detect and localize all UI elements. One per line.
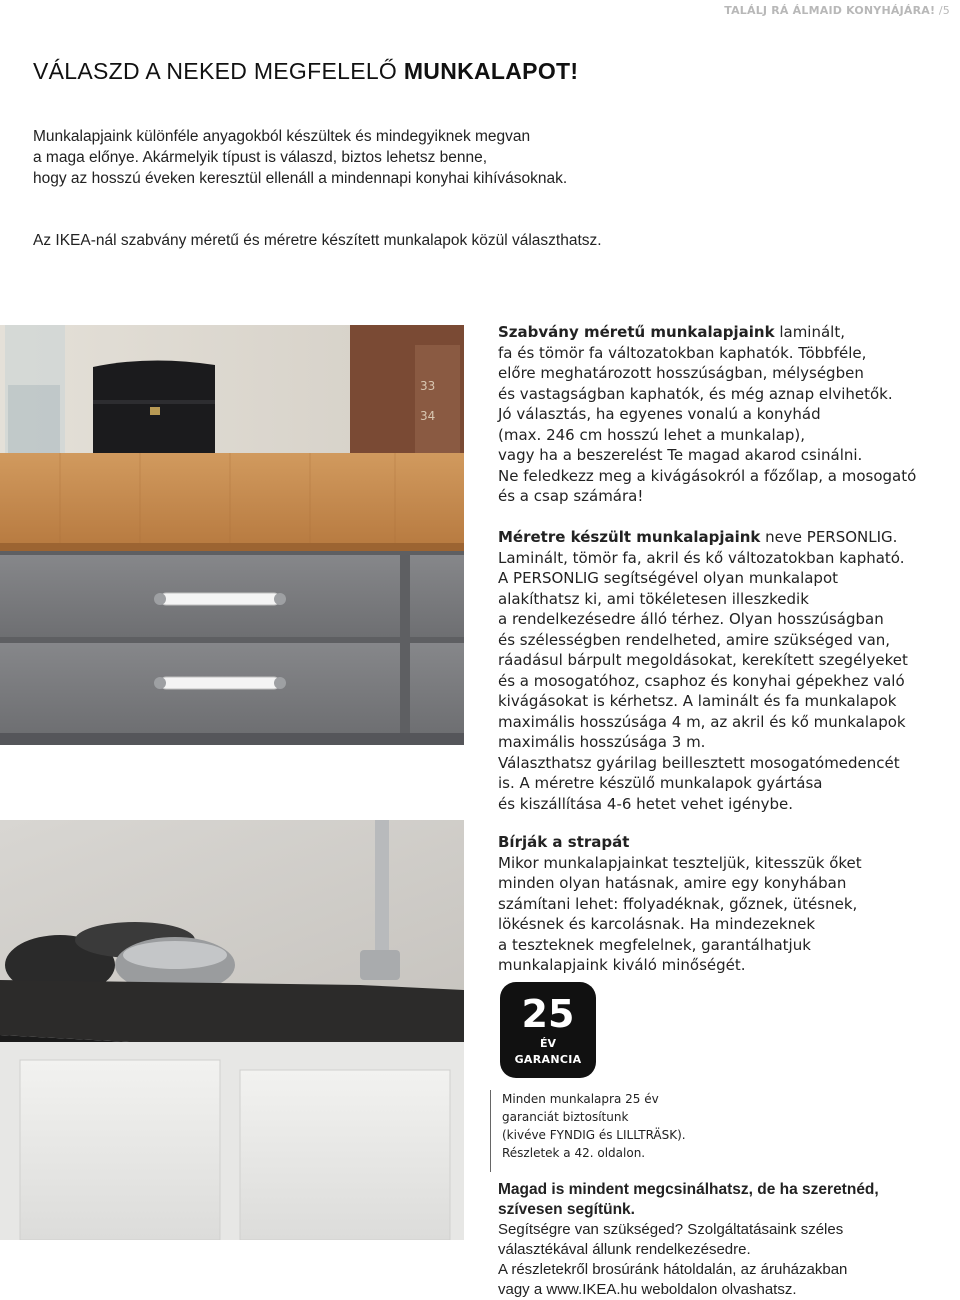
custom-line bbox=[498, 527, 943, 548]
custom-line: maximális hosszúsága 4 m, az akril és kő munkalapok bbox=[498, 712, 906, 731]
warranty-years: 25 bbox=[521, 992, 575, 1036]
help-section bbox=[498, 1180, 948, 1300]
custom-line: és kiszállítása 4-6 hetet vehet igénybe. bbox=[498, 794, 793, 813]
custom-line: A PERSONLIG segítségével olyan munkalapot bbox=[498, 569, 839, 587]
durability-heading-text: Bírják a strapát bbox=[498, 833, 630, 851]
custom-line: és szélességben rendelheted, amire szükséged van, bbox=[498, 630, 891, 649]
standard-line bbox=[498, 322, 943, 343]
custom-line: Választhatsz gyárilag beillesztett mosogatómedencét bbox=[498, 753, 900, 772]
intro-paragraph bbox=[33, 126, 653, 189]
custom-worktops-section bbox=[498, 527, 943, 814]
warranty-unit: ÉV bbox=[539, 1037, 557, 1050]
photo-wood-countertop-gray-drawers bbox=[0, 325, 464, 745]
standard-line: és vastagságban kaphatók, és még aznap elvihetők. bbox=[498, 384, 893, 403]
durability-line: minden olyan hatásnak, amire egy konyhában bbox=[498, 874, 847, 892]
intro-line: hogy az hosszú éveken keresztül ellenáll a mindennapi konyhai kihívásoknak. bbox=[33, 170, 568, 187]
warranty-label: GARANCIA bbox=[514, 1053, 582, 1066]
header-tagline: TALÁLJ RÁ ÁLMAID KONYHÁJÁRA! bbox=[724, 4, 936, 17]
page-number: /5 bbox=[935, 4, 950, 17]
warranty-note-line: Részletek a 42. oldalon. bbox=[502, 1146, 646, 1160]
durability-heading bbox=[498, 832, 943, 853]
photo-dark-countertop-illustration bbox=[0, 820, 464, 1240]
svg-text:34: 34 bbox=[420, 409, 436, 423]
custom-line: ráadásul bárpult megoldásokat, kerekített szegélyeket bbox=[498, 651, 908, 669]
intro-line: Munkalapjaink különféle anyagokból készültek és mindegyiknek megvan bbox=[33, 128, 531, 145]
warranty-badge bbox=[500, 982, 596, 1078]
durability-line: a teszteknek megfelelnek, garantálhatjuk bbox=[498, 935, 811, 954]
standard-line: Jó választás, ha egyenes vonalú a konyhád bbox=[498, 405, 821, 423]
help-heading-line: szívesen segítünk. bbox=[498, 1201, 635, 1218]
help-line: A részletekről brosúránk hátoldalán, az áruházakban bbox=[498, 1261, 848, 1278]
custom-line-text: neve PERSONLIG. bbox=[760, 528, 898, 546]
durability-line: lökésnek és karcolásnak. Ha mindezeknek bbox=[498, 915, 815, 933]
standard-line-text: laminált, bbox=[774, 323, 845, 341]
custom-line: a rendelkezésedre álló térhez. Olyan hosszúságban bbox=[498, 610, 884, 628]
custom-line: maximális hosszúsága 3 m. bbox=[498, 733, 706, 751]
standard-line: Ne feledkezz meg a kivágásokról a főzőlap, a mosogató bbox=[498, 466, 917, 485]
durability-line: Mikor munkalapjainkat teszteljük, kitesszük őket bbox=[498, 853, 862, 872]
intro-second-paragraph: Az IKEA-nál szabvány méretű és méretre készített munkalapok közül választhatsz. bbox=[33, 232, 602, 249]
photo-dark-countertop-white-cabinets bbox=[0, 820, 464, 1240]
standard-line: előre meghatározott hosszúságban, mélységben bbox=[498, 364, 864, 382]
custom-line: is. A méretre készülő munkalapok gyártása bbox=[498, 774, 823, 792]
help-line: Segítségre van szükséged? Szolgáltatásaink széles bbox=[498, 1221, 844, 1238]
custom-line: és a mosogatóhoz, csaphoz és konyhai gépekhez való bbox=[498, 671, 905, 690]
standard-line: és a csap számára! bbox=[498, 487, 644, 505]
photo-wood-countertop-illustration bbox=[0, 325, 464, 745]
custom-line: kivágásokat is kérhetsz. A laminált és fa munkalapok bbox=[498, 692, 897, 710]
standard-lead: Szabvány méretű munkalapjaink bbox=[498, 323, 775, 341]
standard-line: (max. 246 cm hosszú lehet a munkalap), bbox=[498, 425, 806, 444]
standard-worktops-section bbox=[498, 322, 943, 507]
durability-line: számítani lehet: ffolyadéknak, gőznek, ütésnek, bbox=[498, 894, 858, 913]
help-line: vagy a www.IKEA.hu weboldalon olvashatsz. bbox=[498, 1281, 797, 1298]
custom-lead: Méretre készült munkalapjaink bbox=[498, 528, 761, 546]
custom-line: alakíthatsz ki, ami tökéletesen illeszkedik bbox=[498, 589, 809, 608]
durability-section bbox=[498, 832, 943, 976]
standard-line: vagy ha a beszerelést Te magad akarod csinálni. bbox=[498, 446, 863, 464]
help-line: választékával állunk rendelkezésedre. bbox=[498, 1241, 751, 1258]
intro-line: a maga előnye. Akármelyik típust is válaszd, biztos lehetsz benne, bbox=[33, 149, 488, 166]
warranty-note-line: (kivéve FYNDIG és LILLTRÄSK). bbox=[502, 1128, 686, 1142]
help-heading-line: Magad is mindent megcsinálhatsz, de ha szeretnéd, bbox=[498, 1181, 879, 1198]
page-title-normal: VÁLASZD A NEKED MEGFELELŐ bbox=[33, 58, 404, 84]
warranty-note bbox=[490, 1090, 942, 1162]
running-header bbox=[724, 4, 950, 17]
custom-line: Laminált, tömör fa, akril és kő változatokban kapható. bbox=[498, 548, 905, 567]
warranty-note-line: garanciát biztosítunk bbox=[502, 1110, 629, 1124]
page-title bbox=[33, 58, 578, 85]
svg-text:33: 33 bbox=[420, 379, 436, 393]
page-title-bold: MUNKALAPOT! bbox=[403, 58, 579, 84]
warranty-note-line: Minden munkalapra 25 év bbox=[502, 1092, 659, 1106]
durability-line: munkalapjaink kiváló minőségét. bbox=[498, 956, 746, 974]
standard-line: fa és tömör fa változatokban kaphatók. Többféle, bbox=[498, 343, 867, 362]
